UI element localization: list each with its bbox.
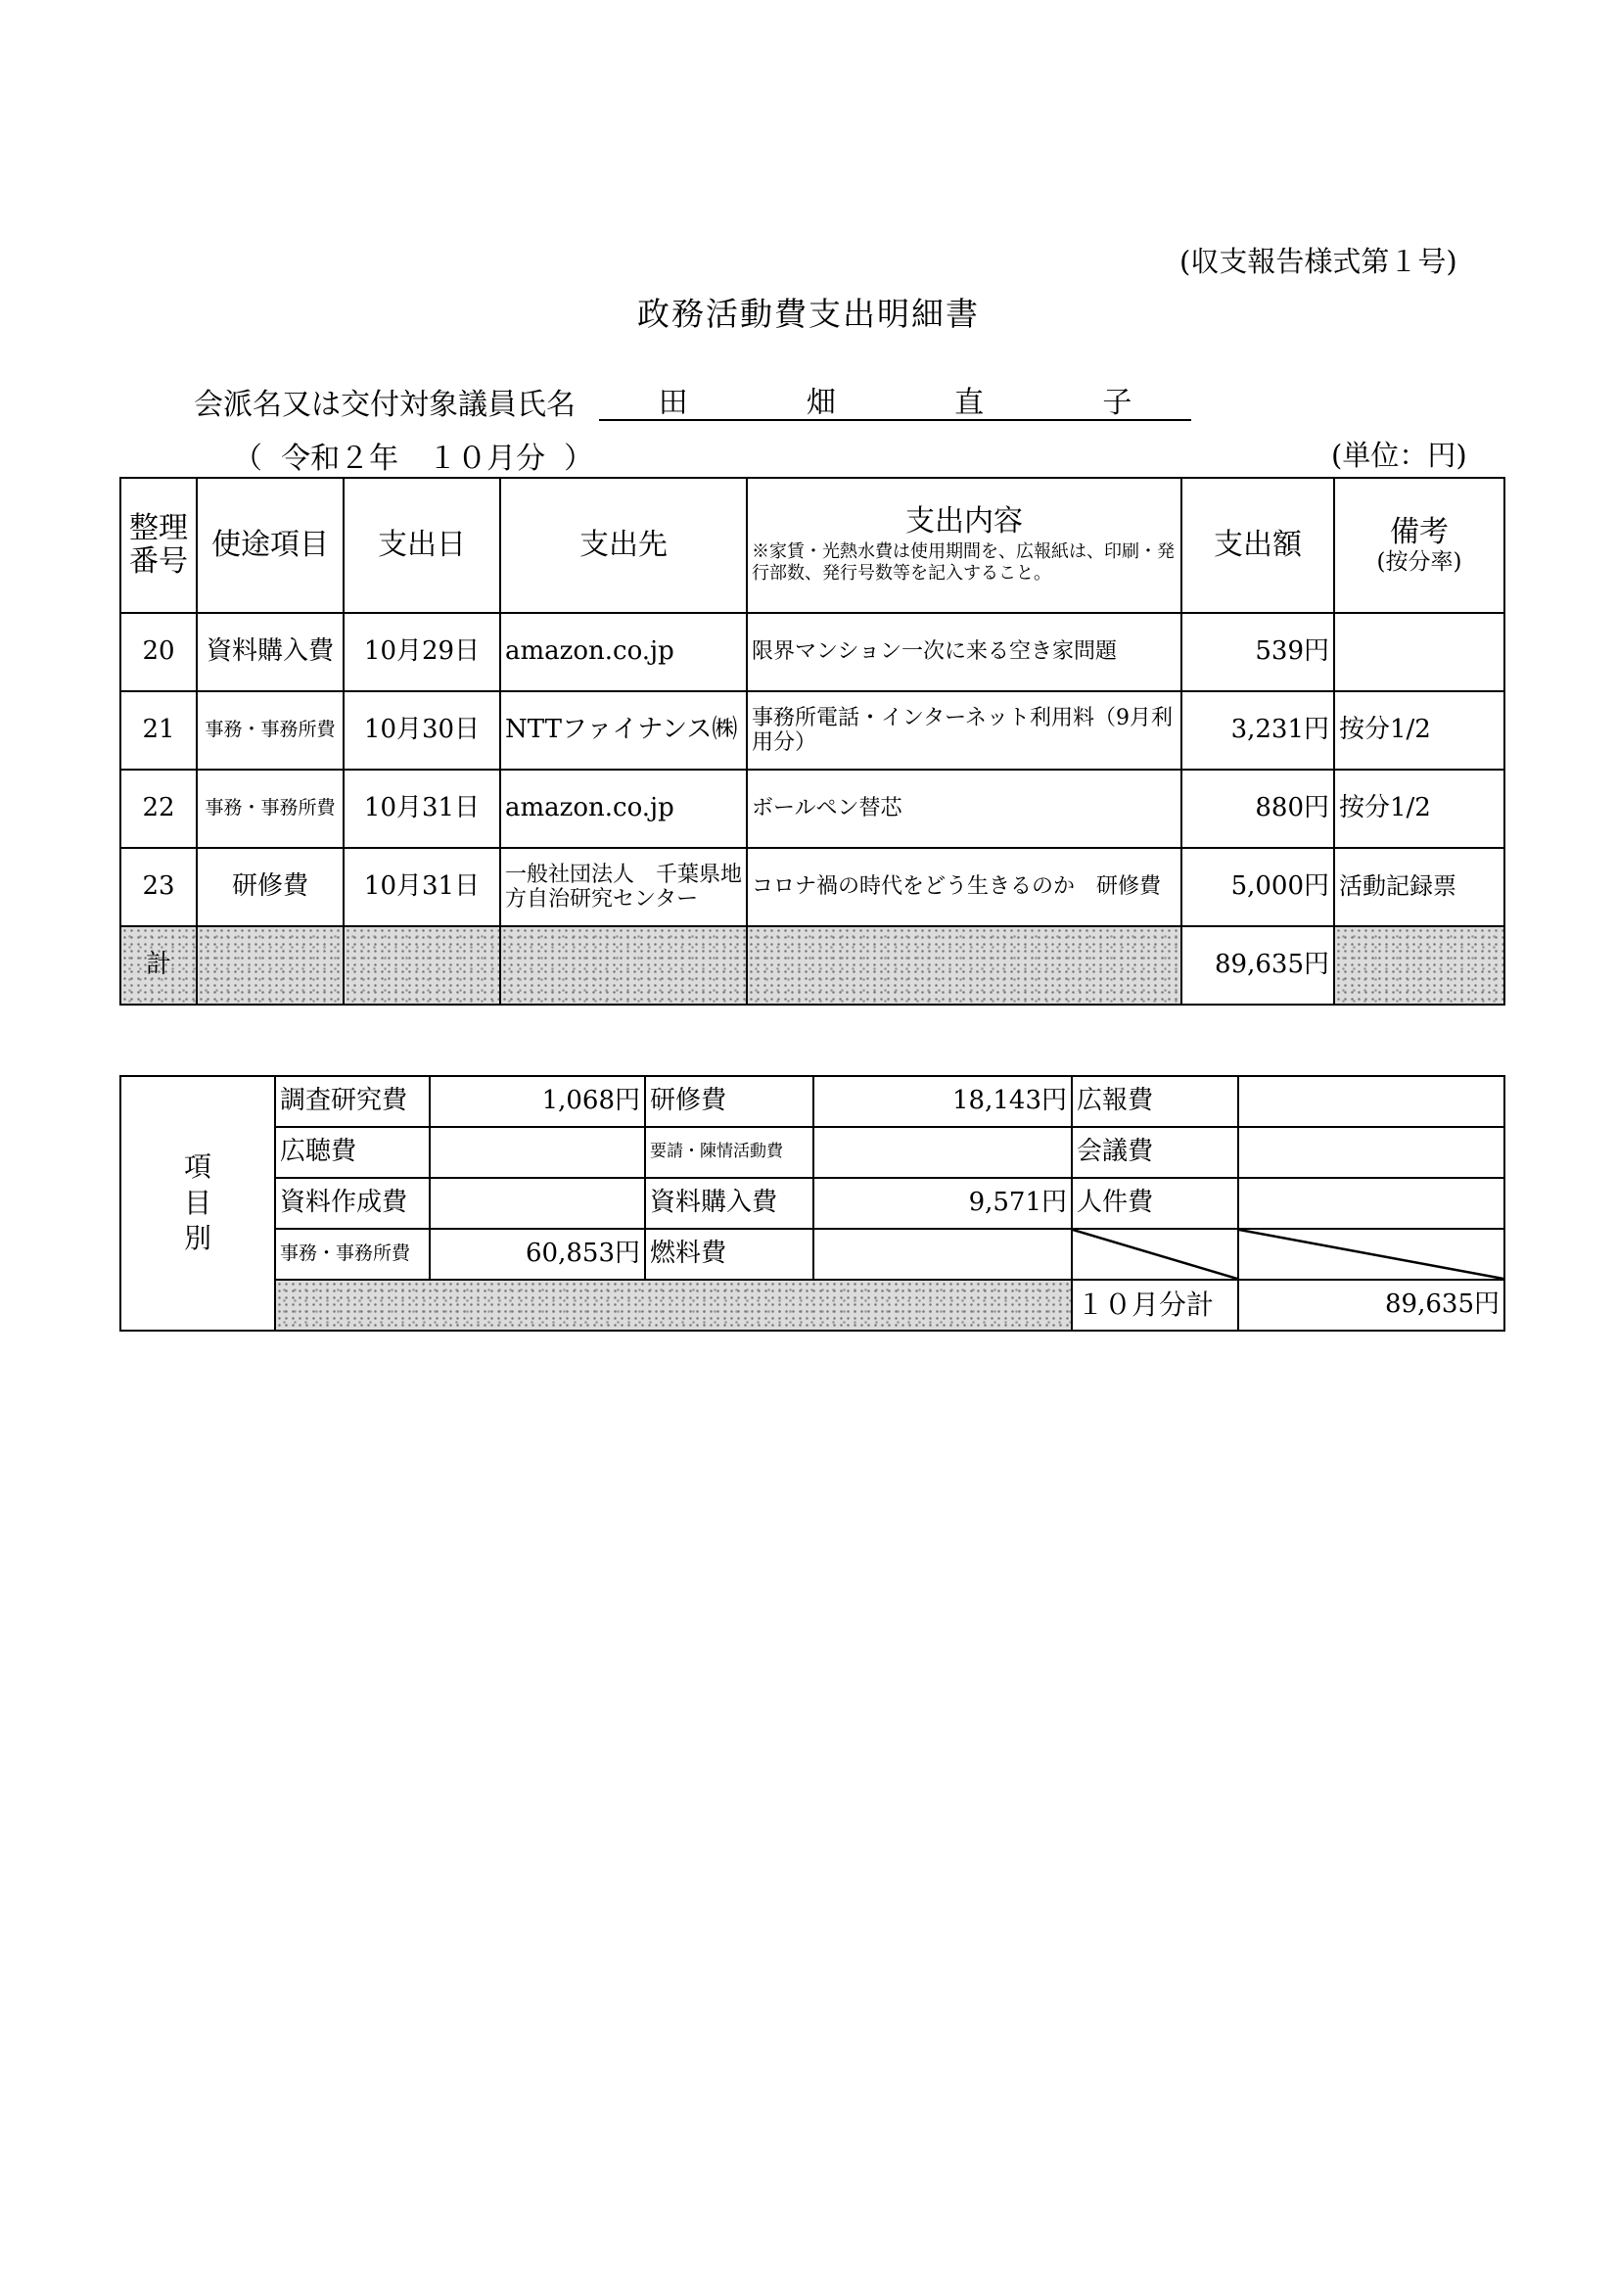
form-number: (収支報告様式第１号) bbox=[1179, 245, 1457, 278]
row-amount: 880円 bbox=[1181, 770, 1334, 848]
row-number: 20 bbox=[120, 613, 197, 691]
expense-detail-table bbox=[119, 477, 1505, 1006]
doc-purchase-value: 9,571円 bbox=[813, 1178, 1072, 1229]
shaded-cell bbox=[1334, 926, 1504, 1005]
row-amount: 5,000円 bbox=[1181, 848, 1334, 926]
research-label: 調査研究費 bbox=[275, 1076, 430, 1127]
petition-value bbox=[813, 1127, 1072, 1178]
doc-purchase-label: 資料購入費 bbox=[645, 1178, 813, 1229]
row-amount: 3,231円 bbox=[1181, 691, 1334, 770]
summary-side-label bbox=[120, 1076, 275, 1331]
personnel-value bbox=[1238, 1178, 1504, 1229]
row-date: 10月31日 bbox=[344, 848, 500, 926]
row-payee: 一般社団法人 千葉県地方自治研究センター bbox=[500, 848, 747, 926]
shaded-cell bbox=[747, 926, 1181, 1005]
col-header-item bbox=[197, 478, 344, 613]
summary-row bbox=[120, 1127, 1504, 1178]
hearing-value bbox=[430, 1127, 645, 1178]
content-header-note: ※家賃・光熱水費は使用期間を、広報紙は、印刷・発行部数、発行号数等を記入すること。 bbox=[752, 540, 1175, 585]
date-header-text: 支出日 bbox=[378, 527, 466, 562]
table-row bbox=[120, 848, 1504, 926]
category-summary-table bbox=[119, 1075, 1505, 1332]
fuel-label: 燃料費 bbox=[645, 1229, 813, 1280]
row-remarks bbox=[1334, 613, 1504, 691]
table-row bbox=[120, 770, 1504, 848]
row-payee: amazon.co.jp bbox=[500, 770, 747, 848]
name-char: 畑 bbox=[806, 386, 836, 420]
reporting-period bbox=[233, 434, 593, 477]
amount-header-text: 支出額 bbox=[1214, 527, 1302, 562]
total-label: 計 bbox=[120, 926, 197, 1005]
doc-creation-value bbox=[430, 1178, 645, 1229]
pr-label: 広報費 bbox=[1072, 1076, 1238, 1127]
personnel-label: 人件費 bbox=[1072, 1178, 1238, 1229]
office-label: 事務・事務所費 bbox=[275, 1229, 430, 1280]
row-date: 10月30日 bbox=[344, 691, 500, 770]
petition-label: 要請・陳情活動費 bbox=[645, 1127, 813, 1178]
table-row bbox=[120, 691, 1504, 770]
month-total-label: １０月分計 bbox=[1072, 1280, 1238, 1331]
item-header-text: 使途項目 bbox=[211, 527, 329, 562]
fuel-value bbox=[813, 1229, 1072, 1280]
side-label-text: 項目別 bbox=[184, 1150, 212, 1255]
row-remarks: 活動記録票 bbox=[1334, 848, 1504, 926]
period-text: 令和２年 １０月分 bbox=[281, 442, 546, 476]
name-char: 直 bbox=[954, 386, 985, 420]
month-total-value: 89,635円 bbox=[1238, 1280, 1504, 1331]
row-item: 資料購入費 bbox=[197, 613, 344, 691]
remarks-header-sub: (按分率) bbox=[1376, 549, 1462, 576]
crossed-out-cell bbox=[1238, 1229, 1504, 1280]
number-header-text: 整理番号 bbox=[129, 510, 188, 579]
col-header-payee bbox=[500, 478, 747, 613]
row-item: 事務・事務所費 bbox=[197, 770, 344, 848]
summary-total-row bbox=[120, 1280, 1504, 1331]
col-header-amount bbox=[1181, 478, 1334, 613]
table-row bbox=[120, 613, 1504, 691]
period-close: ） bbox=[564, 442, 594, 476]
row-content: 事務所電話・インターネット利用料（9月利用分） bbox=[747, 691, 1181, 770]
name-char: 子 bbox=[1102, 386, 1132, 420]
unit-label: (単位：円) bbox=[1331, 439, 1467, 472]
row-number: 21 bbox=[120, 691, 197, 770]
row-content: ボールペン替芯 bbox=[747, 770, 1181, 848]
office-value: 60,853円 bbox=[430, 1229, 645, 1280]
summary-row bbox=[120, 1178, 1504, 1229]
row-item: 事務・事務所費 bbox=[197, 691, 344, 770]
crossed-out-cell bbox=[1072, 1229, 1238, 1280]
row-remarks: 按分1/2 bbox=[1334, 770, 1504, 848]
document-title: 政務活動費支出明細書 bbox=[637, 295, 980, 333]
training-label: 研修費 bbox=[645, 1076, 813, 1127]
row-item: 研修費 bbox=[197, 848, 344, 926]
shaded-cell bbox=[344, 926, 500, 1005]
row-remarks: 按分1/2 bbox=[1334, 691, 1504, 770]
research-value: 1,068円 bbox=[430, 1076, 645, 1127]
table-header-row bbox=[120, 478, 1504, 613]
meeting-value bbox=[1238, 1127, 1504, 1178]
row-content: コロナ禍の時代をどう生きるのか 研修費 bbox=[747, 848, 1181, 926]
col-header-date bbox=[344, 478, 500, 613]
total-row bbox=[120, 926, 1504, 1005]
remarks-header-text: 備考 bbox=[1390, 514, 1449, 549]
meeting-label: 会議費 bbox=[1072, 1127, 1238, 1178]
group-name-label: 会派名又は交付対象議員氏名 bbox=[194, 388, 576, 422]
total-amount: 89,635円 bbox=[1181, 926, 1334, 1005]
row-number: 23 bbox=[120, 848, 197, 926]
content-header-text: 支出内容 bbox=[905, 504, 1023, 539]
member-name bbox=[599, 378, 1191, 421]
doc-creation-label: 資料作成費 bbox=[275, 1178, 430, 1229]
payee-header-text: 支出先 bbox=[579, 527, 668, 562]
shaded-cell bbox=[500, 926, 747, 1005]
hearing-label: 広聴費 bbox=[275, 1127, 430, 1178]
name-char: 田 bbox=[658, 386, 688, 420]
col-header-number bbox=[120, 478, 197, 613]
pr-value bbox=[1238, 1076, 1504, 1127]
summary-row bbox=[120, 1076, 1504, 1127]
shaded-cell bbox=[197, 926, 344, 1005]
row-date: 10月29日 bbox=[344, 613, 500, 691]
row-payee: amazon.co.jp bbox=[500, 613, 747, 691]
col-header-remarks bbox=[1334, 478, 1504, 613]
row-number: 22 bbox=[120, 770, 197, 848]
row-date: 10月31日 bbox=[344, 770, 500, 848]
col-header-content bbox=[747, 478, 1181, 613]
training-value: 18,143円 bbox=[813, 1076, 1072, 1127]
summary-row bbox=[120, 1229, 1504, 1280]
row-payee: NTTファイナンス㈱ bbox=[500, 691, 747, 770]
shaded-cell bbox=[275, 1280, 1072, 1331]
row-amount: 539円 bbox=[1181, 613, 1334, 691]
period-open: （ bbox=[233, 442, 262, 476]
row-content: 限界マンション一次に来る空き家問題 bbox=[747, 613, 1181, 691]
